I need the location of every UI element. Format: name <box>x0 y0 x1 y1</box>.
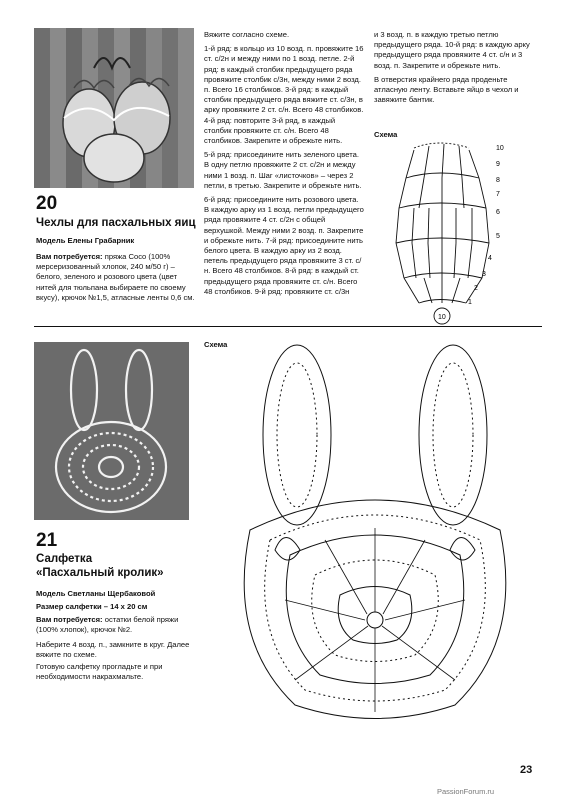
egg-cover-crochet-scheme <box>384 138 514 338</box>
section-divider <box>34 326 542 327</box>
materials-text: пряжа Coco (100% мерсеризованный хлопок, 240 м/50 г) – белого, зеленого и розового цвета (цвет нитей для тюльпана выбираете по своему вкусу), крючок №1,5, атласные ленты 0,6 см. <box>36 252 195 302</box>
instructions-column <box>204 30 364 301</box>
materials-text: остатки белой пряжи (100% хлопок), крючок №2. <box>36 615 179 635</box>
watermark: PassionForum.ru <box>437 787 495 796</box>
materials-label: Вам потребуется: <box>36 252 103 261</box>
easter-egg-covers-photo <box>34 28 194 188</box>
instructions-paragraph: Наберите 4 возд. п., замкните в круг. Далее вяжите по схеме. <box>36 640 190 660</box>
scheme-label: Схема <box>374 130 398 139</box>
row-label: 9 <box>496 161 500 168</box>
instructions-paragraph: В отверстия крайнего ряда проденьте атласную ленту. Вставьте яйцо в чехол и завяжите бантик. <box>374 74 519 105</box>
article-title-line1: Салфетка <box>36 553 93 565</box>
egg-covers-illustration <box>34 28 194 188</box>
row-label: 8 <box>496 177 500 184</box>
instructions-column-continued <box>374 30 534 109</box>
article-author: Модель Светланы Щербаковой <box>36 589 156 598</box>
article-number: 20 <box>36 193 58 214</box>
instructions-paragraph: 1-й ряд: в кольцо из 10 возд. п. провяжите 16 ст. с/2н и между ними по 1 возд. петле. 2-й ряд: в каждый столбик предыдущего ряда провяжите столбик с/3н, между ними 2 возд. п. Всего 16 столбиков. 3-й ряд: в каждый столбик предыдущего ряда вяжите ст. с/3н, в арку провяжите 2 ст. с/н. Всего 48 столбиков. 4-й ряд: повторите 3-й ряд, в каждый столбик провяжите ст. с/н. Всего 48 столбиков. Закрепите и обрежьте нить. <box>204 44 364 146</box>
row-label: 10 <box>496 145 504 152</box>
materials-label: Вам потребуется: <box>36 615 103 624</box>
row-label: 1 <box>468 299 472 306</box>
finishing-paragraph: Готовую салфетку прогладьте и при необходимости накрахмальте. <box>36 662 163 682</box>
bunny-crochet-scheme <box>225 340 525 732</box>
scheme-label: Схема <box>204 340 228 349</box>
doily-size: Размер салфетки – 14 x 20 см <box>36 602 148 611</box>
instructions-paragraph: 5-й ряд: присоедините нить зеленого цвета. В одну петлю провяжите 2 ст. с/2н и между ними 1 возд. п. Шаг «листочков» – через 2 петли, в третью. Закрепите и обрежьте нить. <box>204 150 362 190</box>
row-label: 6 <box>496 209 500 216</box>
row-label: 3 <box>482 271 486 278</box>
materials-block <box>36 252 196 303</box>
article-title-line2: «Пасхальный кролик» <box>36 567 164 579</box>
row-label: 5 <box>496 233 500 240</box>
instructions-paragraph: и 3 возд. п. в каждую третью петлю предыдущего ряда. 10-й ряд: в каждую арку предыдущего ряда провяжите 4 ст. с/н и 3 возд. п. Закрепите и обрежьте нить. <box>374 30 530 70</box>
article-title: Чехлы для пасхальных яиц <box>36 217 196 229</box>
bunny-doily-illustration <box>34 342 189 520</box>
page-number: 23 <box>520 764 533 776</box>
instructions-paragraph: 6-й ряд: присоедините нить розового цвета. В каждую арку из 1 возд. петли предыдущего ряда провяжите 4 ст. с/2н с общей верхушкой. Между ними 2 возд. п. Закрепите и обрежьте нить. 7-й ряд: присоедините нить белого цвета. В каждую арку из 2 возд. петель предыдущего ряда провяжите 3 ст. с/н. Всего 48 столбиков. 8-й ряд: в каждый ст. предыдущего ряда провяжите ст. с/н. Всего 48 столбиков. 9-й ряд: провяжите ст. с/3н <box>204 195 364 296</box>
row-label: 7 <box>496 191 500 198</box>
bunny-doily-photo <box>34 342 189 520</box>
article-author: Модель Елены Грабарник <box>36 236 135 245</box>
materials-block <box>36 615 196 635</box>
row-label: 2 <box>474 285 478 292</box>
ring-label: 10 <box>438 314 446 321</box>
row-label: 4 <box>488 255 492 262</box>
instructions-paragraph: Вяжите согласно схеме. <box>204 30 290 39</box>
article-number: 21 <box>36 530 58 551</box>
